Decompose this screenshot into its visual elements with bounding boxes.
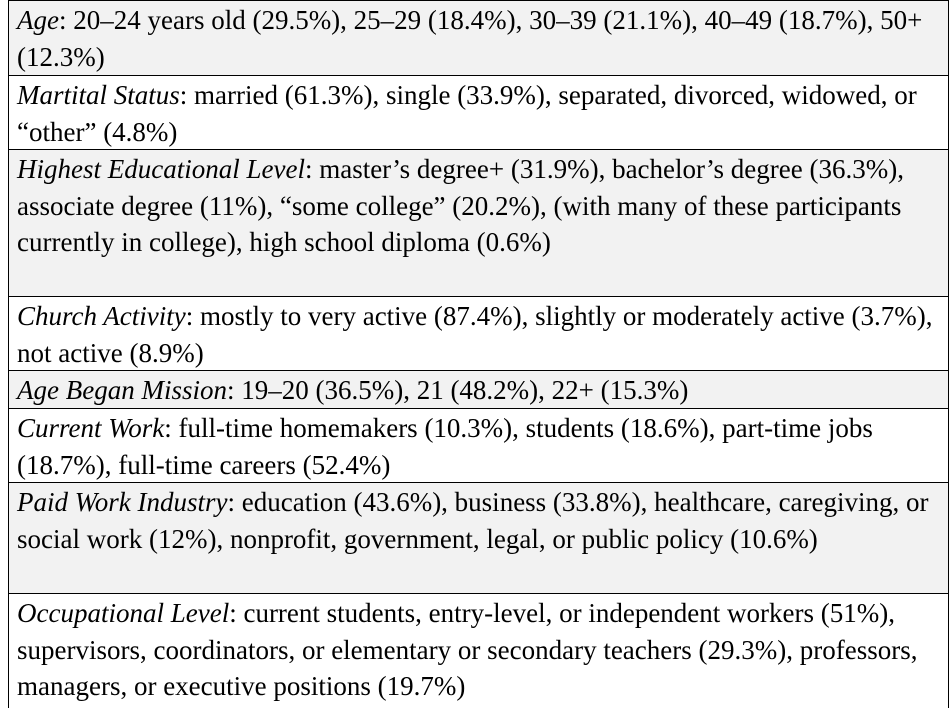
row-text: : mostly to very active (87.4%), slightly or moderately active (3.7%), not active (8.9%) [17, 301, 933, 368]
row-paid-work-industry [9, 483, 948, 594]
row-highest-educational-level [9, 150, 948, 297]
row-label: Church Activity [17, 301, 186, 331]
row-text: : 19–20 (36.5%), 21 (48.2%), 22+ (15.3%) [226, 375, 689, 405]
row-marital-status [9, 76, 948, 150]
row-label: Occupational Level [17, 598, 230, 628]
row-label: Highest Educational Level [17, 154, 305, 184]
row-label: Current Work [17, 413, 165, 443]
row-text: : full-time homemakers (10.3%), students (18.6%), part-time jobs (18.7%), full-time careers (52.4%) [17, 413, 873, 480]
row-text: : education (43.6%), business (33.8%), healthcare, caregiving, or social work (12%), nonprofit, government, legal, or public policy (10.6%) [17, 487, 929, 554]
row-text: : master’s degree+ (31.9%), bachelor’s degree (36.3%), associate degree (11%), “some college” (20.2%), (with many of these participants currently in college), high school diploma (0.6%) [17, 154, 904, 257]
row-label: Age Began Mission [17, 375, 227, 405]
row-label: Age [17, 5, 59, 35]
row-text: : 20–24 years old (29.5%), 25–29 (18.4%), 30–39 (21.1%), 40–49 (18.7%), 50+ (12.3%) [17, 5, 923, 72]
row-age [9, 1, 948, 76]
row-text: : married (61.3%), single (33.9%), separated, divorced, widowed, or “other” (4.8%) [17, 80, 917, 147]
row-text: : current students, entry-level, or independent workers (51%), supervisors, coordinators, or elementary or secondary teachers (29.3%), professors, managers, or executive positions (19.7%) [17, 598, 918, 701]
row-label: Martital Status [17, 80, 180, 110]
row-label: Paid Work Industry [17, 487, 228, 517]
row-occupational-level [9, 594, 948, 708]
row-current-work [9, 409, 948, 483]
row-age-began-mission [9, 371, 948, 409]
row-church-activity [9, 297, 948, 371]
demographics-table [8, 0, 949, 708]
